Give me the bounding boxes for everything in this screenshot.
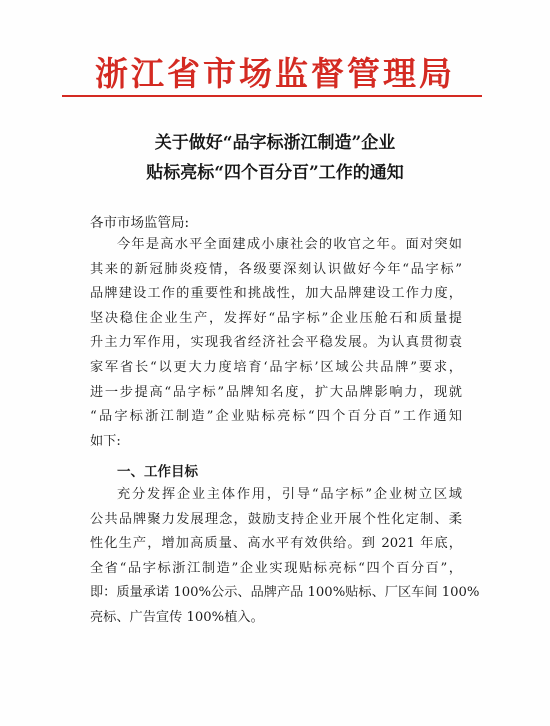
paragraph-goals xyxy=(90,483,480,631)
paragraph-line: 如下: xyxy=(90,433,121,449)
paragraph-line: 家军省长“以更大力度培育‘品字标’区域公共品牌”要求， xyxy=(90,359,462,375)
paragraph-line: 今年是高水平全面建成小康社会的收官之年。面对突如 xyxy=(117,237,462,252)
paragraph-line: 充分发挥企业主体作用，引导“品字标”企业树立区域 xyxy=(117,487,462,502)
paragraph-line: 其来的新冠肺炎疫情，各级要深刻认识做好今年“品字标” xyxy=(90,261,462,277)
paragraph-line: 性化生产，增加高质量、高水平有效供给。到 2021 年底， xyxy=(90,536,462,552)
section-heading-goals: 一、工作目标 xyxy=(117,464,198,480)
agency-letterhead: 浙江省市场监督管理局 xyxy=(95,54,455,93)
paragraph-line: 进一步提高“品字标”品牌知名度，扩大品牌影响力，现就 xyxy=(90,384,462,400)
paragraph-line: 升主力军作用，实现我省经济社会平稳发展。为认真贯彻袁 xyxy=(90,335,462,351)
paragraph-line: “品字标浙江制造”企业贴标亮标“四个百分百”工作通知 xyxy=(90,409,462,425)
paragraph-line: 坚决稳住企业生产，发挥好“品字标”企业压舱石和质量提 xyxy=(90,310,462,326)
letterhead-red-rule xyxy=(62,95,482,97)
paragraph-line: 即：质量承诺 100%公示、品牌产品 100%贴标、厂区车间 100% xyxy=(90,585,480,601)
paragraph-intro xyxy=(90,233,462,454)
paragraph-line: 亮标、广告宣传 100%植入。 xyxy=(90,609,264,625)
paragraph-line: 全省“品字标浙江制造”企业实现贴标亮标“四个百分百”， xyxy=(90,560,462,576)
paragraph-line: 品牌建设工作的重要性和挑战性，加大品牌建设工作力度， xyxy=(90,286,462,302)
paragraph-line: 公共品牌聚力发展理念，鼓励支持企业开展个性化定制、柔 xyxy=(90,511,462,527)
document-title-line-1: 关于做好“品字标浙江制造”企业 xyxy=(154,133,396,153)
document-title-line-2: 贴标亮标“四个百分百”工作的通知 xyxy=(146,163,404,183)
salutation: 各市市场监管局: xyxy=(90,215,190,231)
